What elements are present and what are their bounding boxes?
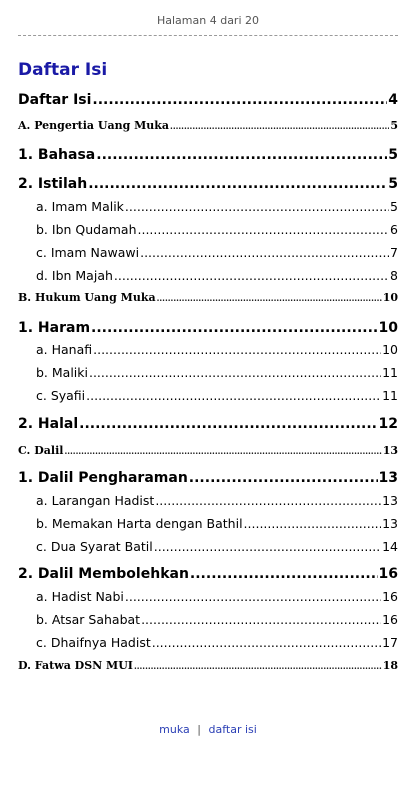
- toc-entry-page: 10: [382, 342, 398, 357]
- toc-dot-leader: [93, 342, 381, 357]
- toc-dot-leader: [154, 539, 381, 554]
- toc-entry-page: 13: [382, 444, 398, 457]
- toc-dot-leader: [86, 388, 381, 403]
- toc-dot-leader: [125, 199, 389, 214]
- toc-entry[interactable]: [18, 444, 398, 457]
- toc-entry-page: 5: [390, 199, 398, 214]
- toc-entry[interactable]: [18, 470, 398, 486]
- toc-entry[interactable]: [18, 199, 398, 214]
- toc-dot-leader: [157, 293, 382, 303]
- toc-entry-page: 13: [382, 493, 398, 508]
- toc-dot-leader: [190, 566, 378, 582]
- toc-entry[interactable]: [18, 92, 398, 108]
- page-title: Daftar Isi: [18, 60, 108, 80]
- toc-entry-page: 17: [382, 635, 398, 650]
- toc-entry-page: 13: [382, 516, 398, 531]
- toc-entry-page: 16: [382, 589, 398, 604]
- toc-dot-leader: [244, 516, 382, 531]
- toc-entry-page: 5: [388, 147, 398, 163]
- toc-entry-page: 10: [382, 291, 398, 304]
- toc-dot-leader: [89, 365, 381, 380]
- toc-entry-label: a. Hadist Nabi: [36, 589, 124, 604]
- toc-entry-page: 11: [382, 365, 398, 380]
- toc-entry-page: 4: [388, 92, 398, 108]
- toc-dot-leader: [170, 121, 389, 131]
- toc-entry-label: c. Dua Syarat Batil: [36, 539, 153, 554]
- toc-entry-label: b. Atsar Sahabat: [36, 612, 141, 627]
- toc-entry[interactable]: [18, 635, 398, 650]
- toc-entry[interactable]: [18, 176, 398, 192]
- toc-entry[interactable]: [18, 388, 398, 403]
- daftar-isi-link[interactable]: daftar isi: [208, 723, 257, 736]
- toc-dot-leader: [141, 612, 381, 627]
- toc-dot-leader: [88, 176, 387, 192]
- toc-entry-label: 1. Haram: [18, 320, 91, 336]
- toc-entry-label: 2. Halal: [18, 416, 79, 432]
- toc-entry[interactable]: [18, 566, 398, 582]
- toc-entry-page: 13: [378, 470, 398, 486]
- toc-entry[interactable]: [18, 291, 398, 304]
- toc-dot-leader: [96, 147, 387, 163]
- toc-entry-page: 16: [382, 612, 398, 627]
- toc-entry-label: c. Dhaifnya Hadist: [36, 635, 151, 650]
- toc-dot-leader: [92, 92, 387, 108]
- toc-entry[interactable]: [18, 222, 398, 237]
- toc-entry[interactable]: [18, 612, 398, 627]
- toc-entry-page: 14: [382, 539, 398, 554]
- toc-entry[interactable]: [18, 119, 398, 132]
- toc-dot-leader: [189, 470, 378, 486]
- toc-entry[interactable]: [18, 539, 398, 554]
- toc-entry-label: 1. Dalil Pengharaman: [18, 470, 188, 486]
- toc-entry-label: Daftar Isi: [18, 92, 92, 108]
- toc-entry-label: 2. Dalil Membolehkan: [18, 566, 189, 582]
- footer-separator: |: [197, 723, 201, 736]
- toc-dot-leader: [140, 245, 389, 260]
- toc-dot-leader: [152, 635, 381, 650]
- toc-dot-leader: [138, 222, 390, 237]
- toc-entry-label: D. Fatwa DSN MUI: [18, 659, 133, 672]
- toc-dot-leader: [79, 416, 377, 432]
- toc-entry[interactable]: [18, 342, 398, 357]
- page-indicator: Halaman 4 dari 20: [156, 14, 260, 27]
- toc-entry-page: 18: [382, 659, 398, 672]
- toc-entry[interactable]: [18, 268, 398, 283]
- toc-entry-page: 6: [390, 222, 398, 237]
- footer-nav: [0, 723, 416, 736]
- toc-entry-page: 11: [382, 388, 398, 403]
- toc-entry-page: 10: [378, 320, 398, 336]
- toc-dot-leader: [64, 446, 381, 456]
- toc-entry-label: a. Imam Malik: [36, 199, 124, 214]
- toc-dot-leader: [91, 320, 377, 336]
- toc-entry[interactable]: [18, 416, 398, 432]
- toc-entry-page: 7: [390, 245, 398, 260]
- toc-entry[interactable]: [18, 589, 398, 604]
- toc-dot-leader: [125, 589, 381, 604]
- toc-entry-label: A. Pengertia Uang Muka: [18, 119, 170, 132]
- toc-entry[interactable]: [18, 365, 398, 380]
- toc-dot-leader: [134, 661, 382, 671]
- toc-entry-label: b. Ibn Qudamah: [36, 222, 137, 237]
- toc-entry[interactable]: [18, 659, 398, 672]
- toc-dot-leader: [114, 268, 389, 283]
- toc-entry-label: 2. Istilah: [18, 176, 88, 192]
- toc-entry-label: d. Ibn Majah: [36, 268, 113, 283]
- toc-entry-label: c. Syafii: [36, 388, 86, 403]
- toc-entry-label: 1. Bahasa: [18, 147, 96, 163]
- toc-dot-leader: [155, 493, 381, 508]
- toc-entry-label: B. Hukum Uang Muka: [18, 291, 156, 304]
- toc-entry[interactable]: [18, 493, 398, 508]
- toc-entry-label: a. Hanafi: [36, 342, 93, 357]
- toc-entry-page: 5: [388, 176, 398, 192]
- header-divider: [18, 35, 398, 36]
- toc-entry-page: 16: [378, 566, 398, 582]
- toc-entry-label: C. Dalil: [18, 444, 64, 457]
- toc-entry-label: b. Memakan Harta dengan Bathil: [36, 516, 243, 531]
- toc-entry-label: c. Imam Nawawi: [36, 245, 140, 260]
- toc-entry[interactable]: [18, 245, 398, 260]
- toc-entry-label: b. Maliki: [36, 365, 88, 380]
- toc-entry-label: a. Larangan Hadist: [36, 493, 155, 508]
- toc-entry[interactable]: [18, 147, 398, 163]
- toc-entry-page: 5: [390, 119, 398, 132]
- toc-entry[interactable]: [18, 516, 398, 531]
- toc-entry-page: 12: [378, 416, 398, 432]
- muka-link[interactable]: muka: [159, 723, 190, 736]
- toc-entry[interactable]: [18, 320, 398, 336]
- toc-entry-page: 8: [390, 268, 398, 283]
